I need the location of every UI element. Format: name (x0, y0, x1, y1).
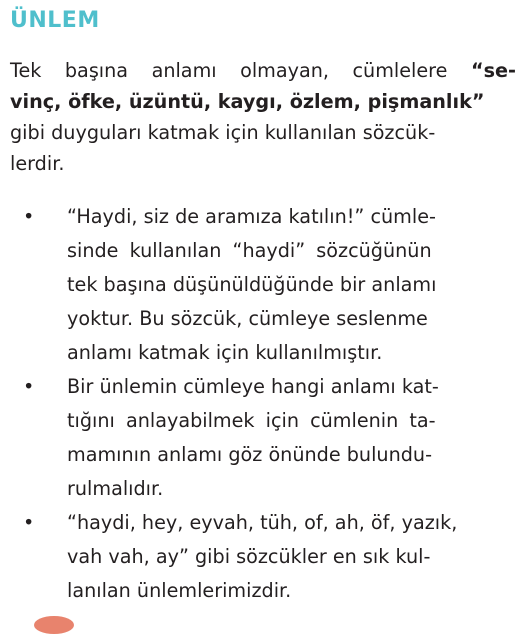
intro-paragraph (10, 55, 516, 179)
intro-bold-word: “se- (470, 59, 516, 82)
intro-word: cümlelere (352, 59, 448, 82)
intro-line-3: gibi duyguları katmak için kullanılan sözcük- (10, 121, 436, 144)
bullet-line: tek başına düşünüldüğünde bir anlamı (67, 273, 437, 296)
bullet-text (67, 200, 513, 370)
bullet-marker: • (23, 375, 35, 398)
intro-word: Tek (10, 59, 42, 82)
bullet-line: mamının anlamı göz önünde bulundu- (67, 443, 433, 466)
bullet-text (67, 370, 513, 506)
intro-word: anlamı (151, 59, 217, 82)
bullet-line: Bir ünlemin cümleye hangi anlamı kat- (67, 375, 439, 398)
intro-line-4: lerdir. (10, 152, 65, 175)
bullet-line: yoktur. Bu sözcük, cümleye seslenme (67, 307, 428, 330)
section-heading: ÜNLEM (10, 8, 100, 33)
bullet-marker: • (23, 205, 35, 228)
bullet-line: tığını anlayabilmek için cümlenin ta- (67, 409, 436, 432)
bullet-line: vah vah, ay” gibi sözcükler en sık kul- (67, 545, 431, 568)
bullet-text (67, 506, 513, 608)
bullet-line: anlamı katmak için kullanılmıştır. (67, 341, 383, 364)
intro-line-1 (10, 55, 516, 86)
bullet-line: “Haydi, siz de aramıza katılın!” cümle- (67, 205, 436, 228)
bullet-line: rulmalıdır. (67, 477, 164, 500)
bullet-line: “haydi, hey, eyvah, tüh, of, ah, öf, yazık, (67, 511, 458, 534)
bullet-line: sinde kullanılan “haydi” sözcüğünün (67, 239, 432, 262)
bullet-line: lanılan ünlemlerimizdir. (67, 579, 292, 602)
intro-word: olmayan, (240, 59, 329, 82)
intro-line-2-emotions: vinç, öfke, üzüntü, kaygı, özlem, pişmanlık” (10, 90, 485, 113)
intro-word: başına (64, 59, 129, 82)
decorative-shape (34, 616, 74, 634)
bullet-marker: • (23, 511, 35, 534)
